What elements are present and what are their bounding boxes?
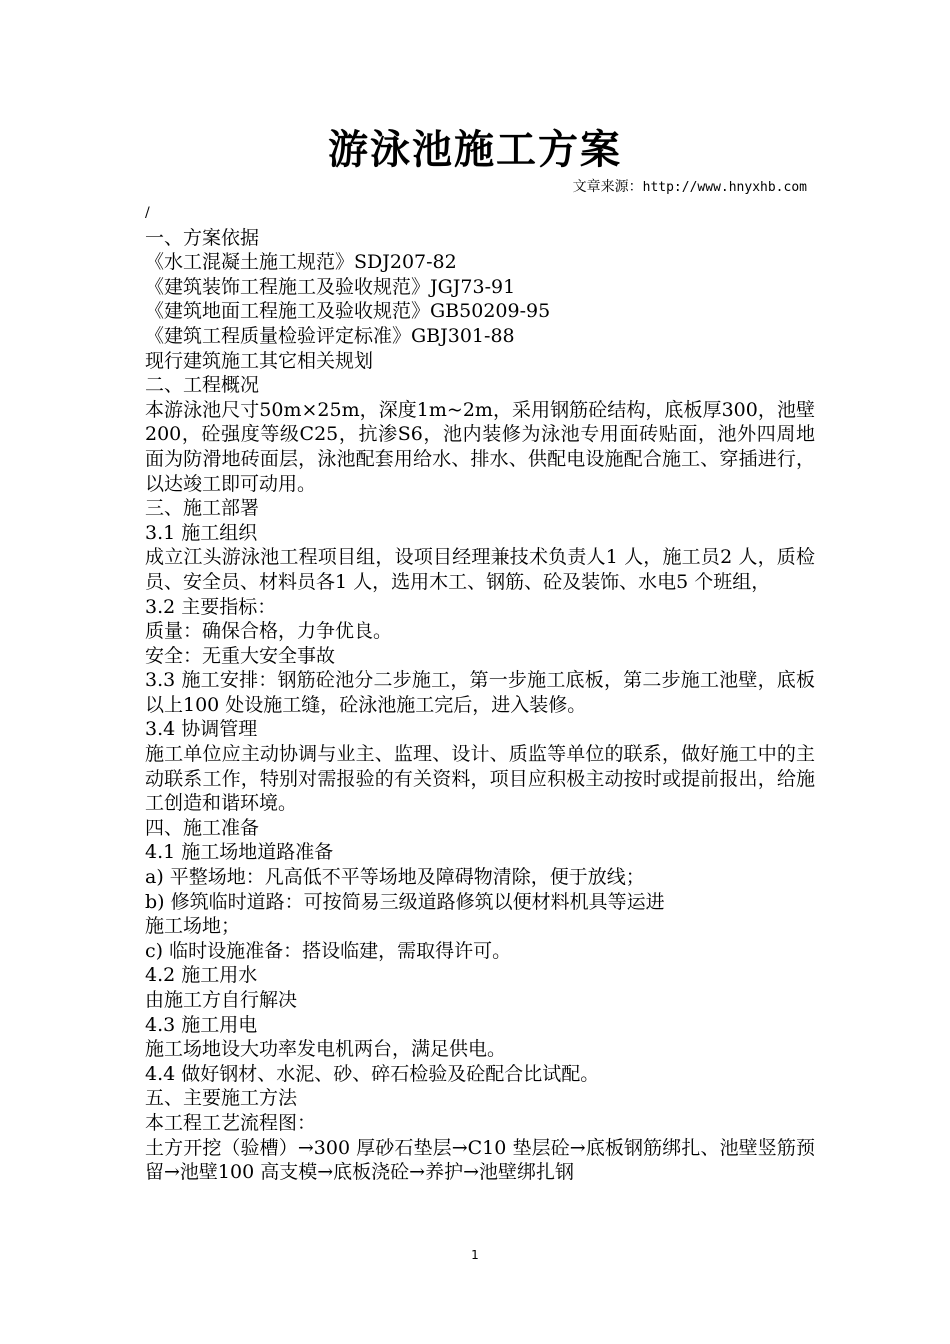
body-line: 安全：无重大安全事故 xyxy=(145,644,336,667)
source-label: 文章来源： xyxy=(572,179,643,195)
document-body xyxy=(145,201,815,1185)
document-title: 游泳池施工方案 xyxy=(328,127,622,173)
body-line: 由施工方自行解决 xyxy=(145,989,298,1011)
schedule-paragraph: 3.3 施工安排：钢筋砼池分二步施工，第一步施工底板，第二步施工池壁，底板以上100 处设施工缝，砼泳池施工完后，进入装修。 xyxy=(145,669,815,716)
section-heading-5: 五、主要施工方法 xyxy=(145,1087,298,1110)
subheading: 4.1 施工场地道路准备 xyxy=(145,841,334,864)
source-line xyxy=(573,177,807,198)
process-flow-paragraph: 土方开挖（验槽）→300 厚砂石垫层→C10 垫层砼→底板钢筋绑扎、池壁竖筋预留→池壁100 高支模→底板浇砼→养护→池壁绑扎钢 xyxy=(145,1136,815,1184)
body-line: c) 临时设施准备：搭设临建，需取得许可。 xyxy=(145,939,512,962)
body-line: 质量：确保合格，力争优良。 xyxy=(145,620,393,643)
subheading: 3.4 协调管理 xyxy=(145,718,258,741)
reference-item: 现行建筑施工其它相关规划 xyxy=(145,349,374,372)
section-heading-3: 三、施工部署 xyxy=(145,497,260,520)
organization-paragraph: 成立江头游泳池工程项目组，设项目经理兼技术负责人1 人，施工员2 人，质检员、安全员、材料员各1 人，选用木工、钢筋、砼及装饰、水电5 个班组， xyxy=(145,546,815,593)
overview-paragraph: 本游泳池尺寸50m×25m，深度1m~2m，采用钢筋砼结构，底板厚300，池壁200，砼强度等级C25，抗渗S6，池内装修为泳池专用面砖贴面，池外四周地面为防滑地砖面层，泳池配套用给水、排水、供配电设施配合施工、穿插进行，以达竣工即可动用。 xyxy=(145,398,815,495)
reference-item: 《建筑地面工程施工及验收规范》GB50209-95 xyxy=(145,300,551,323)
body-line: 施工场地设大功率发电机两台，满足供电。 xyxy=(145,1038,507,1061)
reference-item: 《建筑工程质量检验评定标准》GBJ301-88 xyxy=(145,324,515,347)
body-line: 本工程工艺流程图： xyxy=(145,1111,317,1134)
source-url-link[interactable]: http://www.hnyxhb.com xyxy=(642,180,807,195)
body-line: a) 平整场地：凡高低不平等场地及障碍物清除，便于放线； xyxy=(145,866,645,889)
page-number: 1 xyxy=(471,1248,479,1262)
subheading: 3.1 施工组织 xyxy=(145,521,258,544)
reference-item: 《水工混凝土施工规范》SDJ207-82 xyxy=(145,251,457,274)
subheading: 4.3 施工用电 xyxy=(145,1013,258,1036)
coordination-paragraph: 施工单位应主动协调与业主、监理、设计、质监等单位的联系，做好施工中的主动联系工作，特别对需报验的有关资料，项目应积极主动按时或提前报出，给施工创造和谐环境。 xyxy=(145,743,815,815)
subheading: 4.2 施工用水 xyxy=(145,964,258,987)
body-line: b) 修筑临时道路：可按简易三级道路修筑以便材料机具等运进 xyxy=(145,890,665,913)
subheading: 3.2 主要指标： xyxy=(145,595,277,618)
section-heading-1: 一、方案依据 xyxy=(145,226,260,249)
subheading: 4.4 做好钢材、水泥、砂、碎石检验及砼配合比试配。 xyxy=(145,1062,600,1085)
section-heading-4: 四、施工准备 xyxy=(145,816,260,839)
slash-line: / xyxy=(145,205,150,221)
section-heading-2: 二、工程概况 xyxy=(145,374,260,397)
reference-item: 《建筑装饰工程施工及验收规范》JGJ73-91 xyxy=(145,275,516,298)
body-line: 施工场地； xyxy=(145,915,241,938)
